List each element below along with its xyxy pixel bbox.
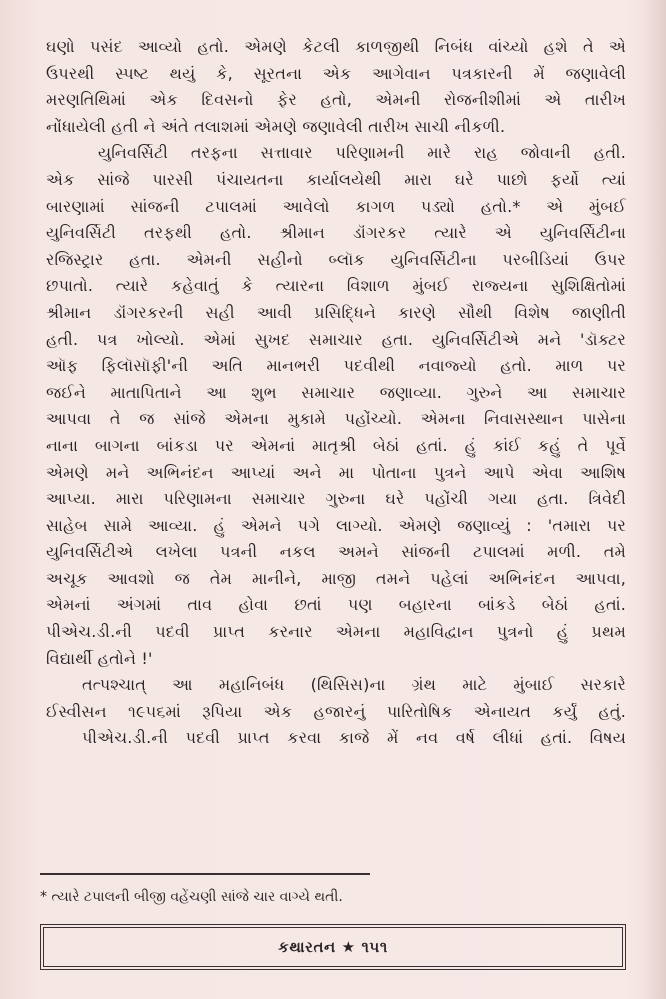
text-line: બારણામાં સાંજની ટપાલમાં આવેલો કાગળ પડ્યો હતો.* એ મુંબઈ <box>46 196 626 216</box>
text-line: એમનાં અંગમાં તાવ હોવા છતાં પણ બહારના બાંકડે બેઠાં હતાં. <box>46 595 626 615</box>
text-line: છપાતો. ત્યારે કહેવાતું કે ત્યારના વિશાળ મુંબઈ રાજ્યના સુશિક્ષિતોમાં <box>46 276 626 296</box>
body-text <box>46 34 626 752</box>
text-line: તત્પશ્ચાત્ આ મહાનિબંધ (થિસિસ)ના ગ્રંથ માટે મુંબાઈ સરકારે <box>82 675 626 695</box>
page-edge-shadow <box>644 0 666 999</box>
text-line: શ્રીમાન ડૉંગરકરની સહી આવી પ્રસિદ્ધિને કારણે સૌથી વિશેષ જાણીતી <box>46 302 626 322</box>
text-line: જઈને માતાપિતાને આ શુભ સમાચાર જણાવ્યા. ગુરુને આ સમાચાર <box>46 382 626 402</box>
text-line: સાહેબ સામે આવ્યા. હું એમને પગે લાગ્યો. એમણે જણાવ્યું : 'તમારા પર <box>46 515 626 535</box>
text-line: નોંધાયેલી હતી ને અંતે તલાશમાં એમણે જણાવેલી તારીખ સાચી નીકળી. <box>46 116 506 136</box>
text-line: મરણતિથિમાં એક દિવસનો ફેર હતો, એમની રોજનીશીમાં એ તારીખ <box>46 90 626 110</box>
text-line: યુનિવર્સિટીએ લખેલા પત્રની નકલ અમને સાંજની ટપાલમાં મળી. તમે <box>46 542 626 562</box>
text-line: યુનિવર્સિટી તરફના સત્તાવાર પરિણામની મારે રાહ જોવાની હતી. <box>98 143 626 163</box>
text-line: પીએચ.ડી.ની પદવી પ્રાપ્ત કરવા કાજે મેં નવ વર્ષ લીધાં હતાં. વિષય <box>82 728 626 748</box>
text-line: એક સાંજે પારસી પંચાયતના કાર્યાલયેથી મારા ઘરે પાછો ફર્યો ત્યાં <box>46 169 626 189</box>
text-line: વિદ્યાર્થી હતોને !' <box>46 648 153 668</box>
text-line: પીએચ.ડી.ની પદવી પ્રાપ્ત કરનાર એમના મહાવિદ્વાન પુત્રનો હું પ્રથમ <box>46 622 626 642</box>
text-line: યુનિવર્સિટી તરફથી હતો. શ્રીમાન ડૉંગરકર ત્યારે એ યુનિવર્સિટીના <box>46 223 626 243</box>
text-line: હતી. પત્ર ખોલ્યો. એમાં સુખદ સમાચાર હતા. યુનિવર્સિટીએ મને 'ડૉક્ટર <box>46 329 626 349</box>
text-line: ઈસ્વીસન ૧૯૫૬માં રૂપિયા એક હજારનું પારિતોષિક એનાયત કર્યું હતું. <box>46 701 626 721</box>
text-line: નાના બાગના બાંકડા પર એમનાં માતૃશ્રી બેઠાં હતાં. હું કાંઈ કહું તે પૂર્વે <box>46 435 626 455</box>
footnote-divider <box>40 873 370 875</box>
footnote: * ત્યારે ટપાલની બીજી વહેંચણી સાંજે ચાર વાગ્યે થતી. <box>40 889 343 905</box>
text-line: આપ્યા. મારા પરિણામના સમાચાર ગુરુના ઘરે પહોંચી ગયા હતા. ત્રિવેદી <box>46 489 626 509</box>
text-line: અચૂક આવશો જ તેમ માનીને, માજી તમને પહેલાં અભિનંદન આપવા, <box>46 568 626 588</box>
page-footer <box>40 924 626 970</box>
text-line: રજિસ્ટ્રાર હતા. એમની સહીનો બ્લૉક યુનિવર્સિટીના પરબીડિયાં ઉપર <box>46 249 626 269</box>
text-line: આપવા તે જ સાંજે એમના મુકામે પહોંચ્યો. એમના નિવાસસ્થાન પાસેના <box>46 409 626 429</box>
text-line: ઉપરથી સ્પષ્ટ થયું કે, સૂરતના એક આગેવાન પત્રકારની મેં જણાવેલી <box>46 63 626 83</box>
text-line: એમણે મને અભિનંદન આપ્યાં અને મા પોતાના પુત્રને આપે એવા આશિષ <box>46 462 626 482</box>
text-line: ઑફ ફિલૉસૉફી'ની અતિ માનભરી પદવીથી નવાજ્યો હતો. માળ પર <box>46 356 626 376</box>
footer-title-page-number: કથારતન ★ ૧૫૧ <box>278 938 388 956</box>
text-line: ઘણો પસંદ આવ્યો હતો. એમણે કેટલી કાળજીથી નિબંધ વાંચ્યો હશે તે એ <box>46 37 626 56</box>
